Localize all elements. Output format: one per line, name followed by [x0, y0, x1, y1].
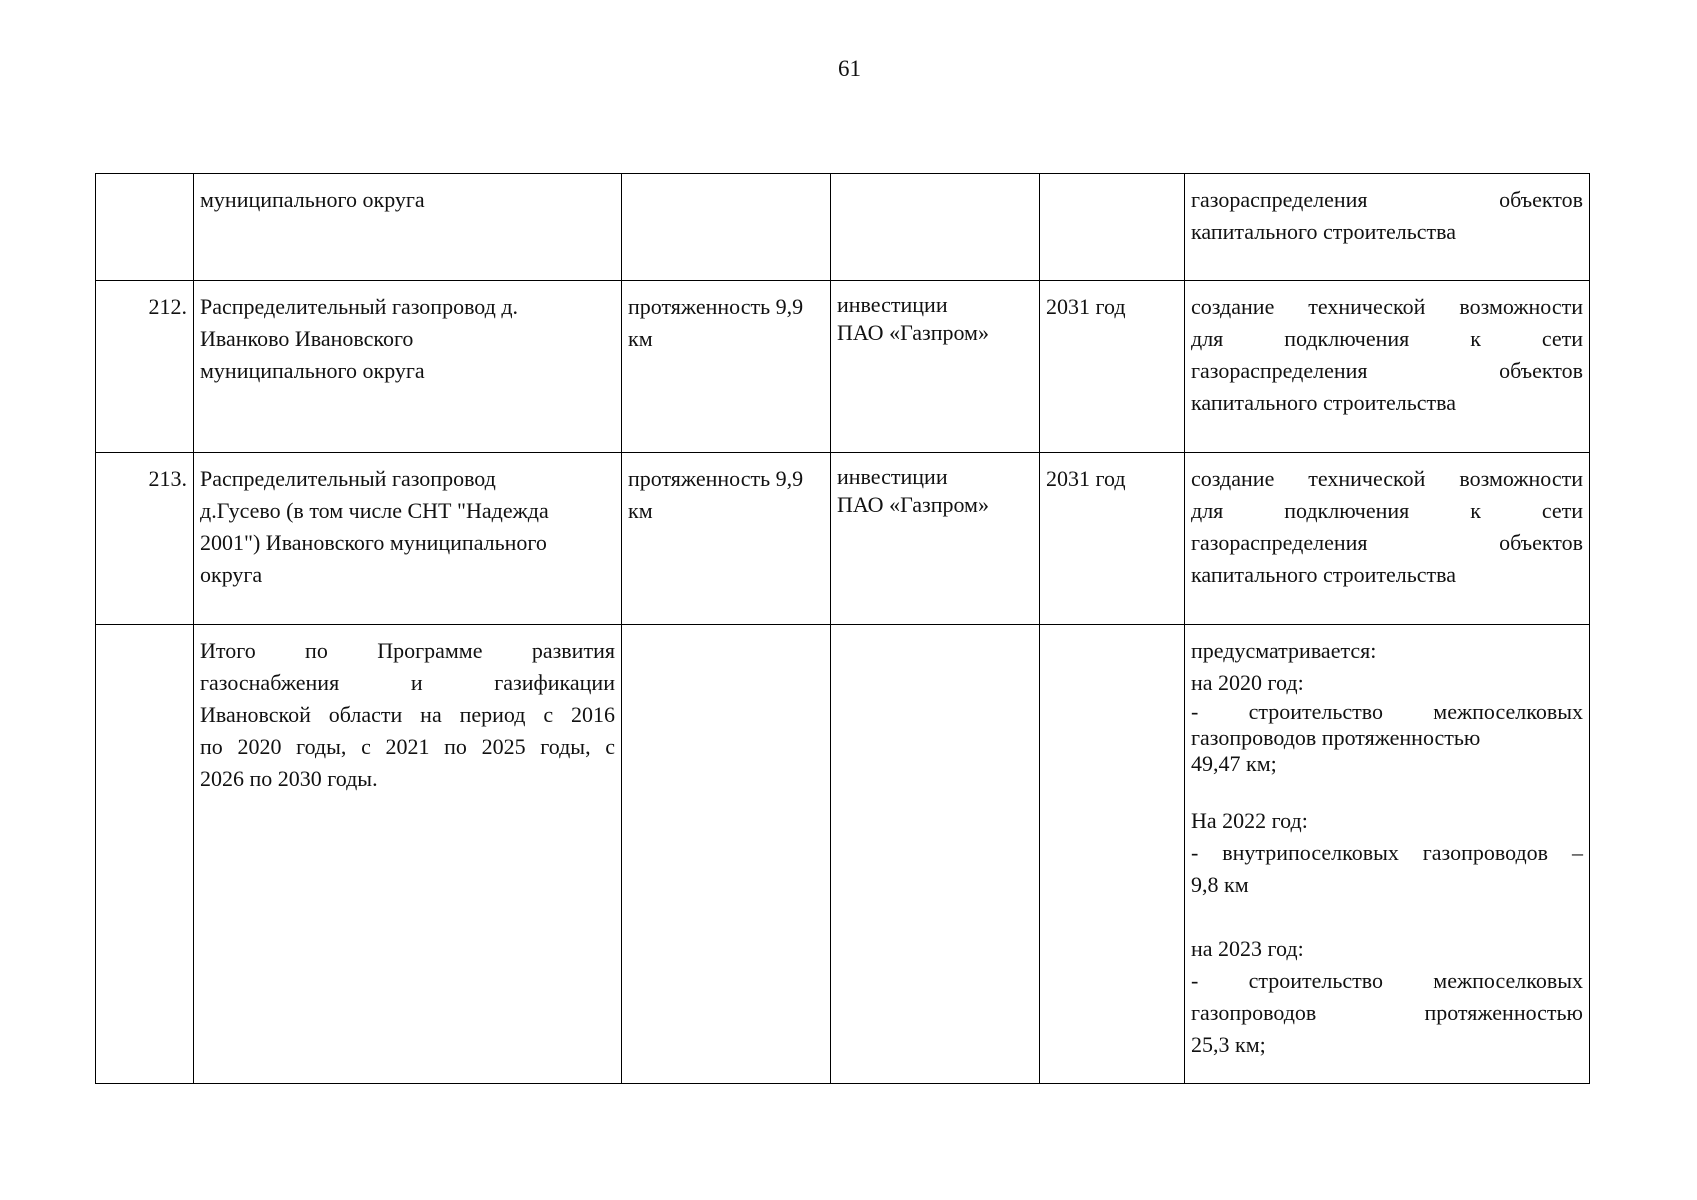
name-line: 2026 по 2030 годы. [200, 766, 378, 791]
cell-name [194, 281, 622, 453]
page-number: 61 [838, 56, 861, 81]
cell-source [831, 281, 1040, 453]
name-word: области [328, 702, 403, 727]
goal-word: для [1191, 326, 1224, 351]
name-line: муниципального округа [200, 358, 425, 383]
goal-line [1191, 495, 1583, 527]
name-line [200, 635, 615, 667]
name-word: по [305, 638, 328, 663]
name-word: с [361, 734, 371, 759]
name-line: д.Гусево (в том числе СНТ "Надежда [200, 498, 549, 523]
name-word: с [543, 702, 554, 727]
name-word: с [605, 734, 615, 759]
name-word: 2020 [237, 734, 282, 759]
goal-word: межпоселковых [1433, 968, 1583, 993]
name-word: и [410, 670, 423, 695]
goal-line: 25,3 км; [1191, 1032, 1266, 1057]
table-row [96, 281, 1590, 453]
goal-word: строительство [1248, 968, 1384, 993]
goal-word: - [1191, 968, 1199, 993]
cell-year [1040, 174, 1185, 281]
name-word: газоснабжения [200, 670, 340, 695]
goal-line: капитального строительства [1191, 562, 1457, 587]
goal-word: для [1191, 498, 1224, 523]
goal-word: объектов [1499, 530, 1583, 555]
name-line [200, 667, 615, 699]
goal-line [1191, 965, 1583, 997]
name-word: 2021 [385, 734, 430, 759]
cell-goal [1185, 453, 1590, 625]
name-line: Иванково Ивановского [200, 326, 414, 351]
goal-word: создание [1191, 466, 1275, 491]
goal-word: газораспределения [1191, 530, 1368, 555]
name-word: Итого [200, 638, 256, 663]
cell-length [622, 453, 831, 625]
goal-line: на 2020 год: [1191, 670, 1304, 695]
goal-word: сети [1541, 498, 1583, 523]
goal-word: сети [1541, 326, 1583, 351]
goal-line [1191, 997, 1583, 1029]
name-line: округа [200, 562, 263, 587]
cell-num [96, 625, 194, 1084]
length-line: км [628, 498, 653, 523]
name-word: по [200, 734, 223, 759]
goal-word: строительство [1248, 699, 1384, 724]
name-word: развития [531, 638, 615, 663]
goal-line: на 2023 год: [1191, 936, 1304, 961]
goal-line: 49,47 км; [1191, 751, 1277, 776]
cell-source [831, 453, 1040, 625]
source-line: инвестиции [837, 292, 948, 317]
cell-num: 212. [96, 281, 194, 453]
table-row [96, 453, 1590, 625]
cell-goal [1185, 174, 1590, 281]
goal-line [1191, 184, 1583, 216]
cell-name [194, 174, 622, 281]
goal-word: объектов [1499, 358, 1583, 383]
name-word: период [459, 702, 526, 727]
goal-word: подключения [1284, 498, 1410, 523]
program-table [95, 173, 1590, 1084]
cell-name [194, 453, 622, 625]
name-word: на [420, 702, 442, 727]
source-line: инвестиции [837, 464, 948, 489]
cell-goal [1185, 281, 1590, 453]
spacer [1191, 777, 1583, 805]
goal-line [1191, 527, 1583, 559]
name-line: Распределительный газопровод [200, 466, 496, 491]
source-line: ПАО «Газпром» [837, 492, 989, 517]
name-word: по [444, 734, 467, 759]
goal-word: к [1470, 326, 1481, 351]
goal-word: газопроводов [1422, 840, 1549, 865]
name-word: Ивановской [200, 702, 311, 727]
cell-num: 213. [96, 453, 194, 625]
length-line: км [628, 326, 653, 351]
length-line: протяженность 9,9 [628, 294, 804, 319]
name-line: 2001") Ивановского муниципального [200, 530, 547, 555]
cell-goal [1185, 625, 1590, 1084]
cell-length [622, 625, 831, 1084]
cell-source [831, 174, 1040, 281]
name-word: газификации [494, 670, 615, 695]
goal-line: капитального строительства [1191, 219, 1457, 244]
goal-word: – [1571, 840, 1583, 865]
length-line: протяженность 9,9 [628, 466, 804, 491]
goal-word: технической [1308, 294, 1426, 319]
goal-word: подключения [1284, 326, 1410, 351]
table-row-continuation [96, 174, 1590, 281]
cell-year: 2031 год [1040, 453, 1185, 625]
name-line: Распределительный газопровод д. [200, 294, 519, 319]
goal-word: возможности [1459, 294, 1583, 319]
goal-word: - [1191, 840, 1199, 865]
goal-word: газораспределения [1191, 187, 1368, 212]
goal-line [1191, 837, 1583, 869]
spacer [1191, 901, 1583, 933]
name-word: годы, [296, 734, 347, 759]
goal-line [1191, 323, 1583, 355]
goal-line [1191, 463, 1583, 495]
source-line: ПАО «Газпром» [837, 320, 989, 345]
cell-name [194, 625, 622, 1084]
goal-word: межпоселковых [1433, 699, 1583, 724]
cell-length [622, 281, 831, 453]
goal-word: объектов [1499, 187, 1583, 212]
object-name: муниципального округа [200, 187, 425, 212]
goal-word: газораспределения [1191, 358, 1368, 383]
table-row-total [96, 625, 1590, 1084]
goal-line: 9,8 км [1191, 872, 1249, 897]
goal-line: На 2022 год: [1191, 808, 1308, 833]
name-word: годы, [540, 734, 591, 759]
goal-word: технической [1308, 466, 1426, 491]
goal-word: газопроводов [1191, 1000, 1317, 1025]
cell-year [1040, 625, 1185, 1084]
cell-source [831, 625, 1040, 1084]
goal-word: внутрипоселковых [1222, 840, 1399, 865]
goal-line [1191, 291, 1583, 323]
name-word: 2016 [570, 702, 615, 727]
goal-word: протяженностью [1424, 1000, 1583, 1025]
goal-line: газопроводов протяженностью [1191, 725, 1481, 750]
cell-length [622, 174, 831, 281]
goal-line [1191, 355, 1583, 387]
goal-word: - [1191, 699, 1199, 724]
name-line [200, 731, 615, 763]
name-word: Программе [377, 638, 483, 663]
goal-word: возможности [1459, 466, 1583, 491]
goal-line: предусматривается: [1191, 638, 1377, 663]
goal-word: создание [1191, 294, 1275, 319]
name-word: 2025 [481, 734, 526, 759]
name-line [200, 699, 615, 731]
goal-line [1191, 699, 1583, 725]
goal-line: капитального строительства [1191, 390, 1457, 415]
cell-num [96, 174, 194, 281]
cell-year: 2031 год [1040, 281, 1185, 453]
goal-word: к [1470, 498, 1481, 523]
